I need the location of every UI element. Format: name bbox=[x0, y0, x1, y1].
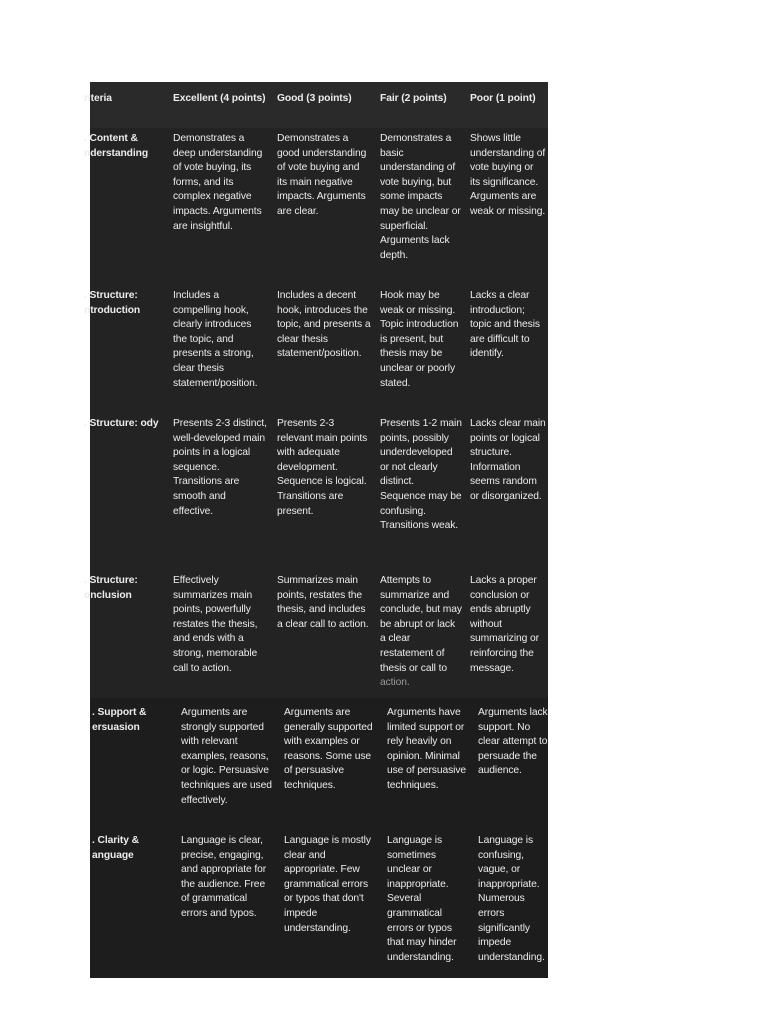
poor-cell: Lacks a proper conclusion or ends abruptly without summarizing or reinforcing the message. bbox=[470, 575, 539, 674]
header-excellent: Excellent (4 points) bbox=[173, 93, 266, 104]
excellent-cell: Effectively summarizes main points, powerfully restates the thesis, and ends with a strong, memorable call to action. bbox=[173, 575, 258, 674]
header-poor: Poor (1 point) bbox=[470, 93, 536, 104]
excellent-cell: Language is clear, precise, engaging, and appropriate for the audience. Free of grammatical errors and typos. bbox=[181, 835, 267, 919]
criteria-cell: . Structure: ntroduction bbox=[84, 290, 141, 316]
fair-cell-text: Attempts to summarize and conclude, but may be abrupt or lack a clear restatement of thesis or call to bbox=[380, 575, 462, 674]
excellent-cell: Demonstrates a deep understanding of vote buying, its forms, and its complex negative impacts. Arguments are insightful. bbox=[173, 133, 263, 232]
poor-cell: Shows little understanding of vote buying or its significance. Arguments are weak or missing. bbox=[470, 133, 546, 217]
fair-cell: Demonstrates a basic understanding of vote buying, but some impacts may be unclear or superficial. Arguments lack depth. bbox=[380, 133, 461, 261]
header-criteria: riteria bbox=[84, 93, 112, 104]
good-cell: Demonstrates a good understanding of vote buying and its main negative impacts. Arguments are clear. bbox=[277, 133, 367, 217]
good-cell: Presents 2-3 relevant main points with adequate development. Sequence is logical. Transitions are present. bbox=[277, 418, 368, 517]
criteria-cell: . Structure: onclusion bbox=[84, 575, 138, 601]
criteria-cell: . Support & ersuasion bbox=[92, 707, 147, 733]
fair-cell: Presents 1-2 main points, possibly underdeveloped or not clearly distinct. Sequence may be confusing. Transitions weak. bbox=[380, 418, 462, 532]
criteria-cell: . Content & nderstanding bbox=[84, 133, 149, 159]
header-fair: Fair (2 points) bbox=[380, 93, 447, 104]
good-cell: Summarizes main points, restates the thesis, and includes a clear call to action. bbox=[277, 575, 369, 630]
fair-cell: Language is sometimes unclear or inappropriate. Several grammatical errors or typos that may hinder understanding. bbox=[387, 835, 457, 963]
poor-cell: Language is confusing, vague, or inappropriate. Numerous errors significantly impede understanding. bbox=[478, 835, 545, 963]
fair-cell bbox=[380, 574, 462, 691]
excellent-cell: Presents 2-3 distinct, well-developed main points in a logical sequence. Transitions are smooth and effective. bbox=[173, 418, 267, 517]
fair-cell: Arguments have limited support or rely heavily on opinion. Minimal use of persuasive techniques. bbox=[387, 707, 467, 791]
rubric-table bbox=[84, 82, 548, 978]
poor-cell: Lacks clear main points or logical structure. Information seems random or disorganized. bbox=[470, 418, 546, 502]
good-cell: Arguments are generally supported with examples or reasons. Some use of persuasive techniques. bbox=[284, 707, 373, 791]
excellent-cell: Includes a compelling hook, clearly introduces the topic, and presents a strong, clear thesis statement/position. bbox=[173, 290, 258, 389]
criteria-cell: . Structure: ody bbox=[84, 418, 159, 429]
excellent-cell: Arguments are strongly supported with relevant examples, reasons, or logic. Persuasive techniques are used effectively. bbox=[181, 707, 272, 806]
poor-cell: Lacks a clear introduction; topic and thesis are difficult to identify. bbox=[470, 290, 540, 360]
fair-cell: Hook may be weak or missing. Topic introduction is present, but thesis may be unclear or poorly stated. bbox=[380, 290, 459, 389]
header-good: Good (3 points) bbox=[277, 93, 352, 104]
fair-cell-text-tail: action. bbox=[380, 677, 410, 689]
good-cell: Language is mostly clear and appropriate. Few grammatical errors or typos that don't impede understanding. bbox=[284, 835, 371, 934]
poor-cell: Arguments lack support. No clear attempt to persuade the audience. bbox=[478, 707, 548, 777]
criteria-cell: . Clarity & anguage bbox=[92, 835, 139, 861]
good-cell: Includes a decent hook, introduces the topic, and presents a clear thesis statement/position. bbox=[277, 290, 371, 360]
